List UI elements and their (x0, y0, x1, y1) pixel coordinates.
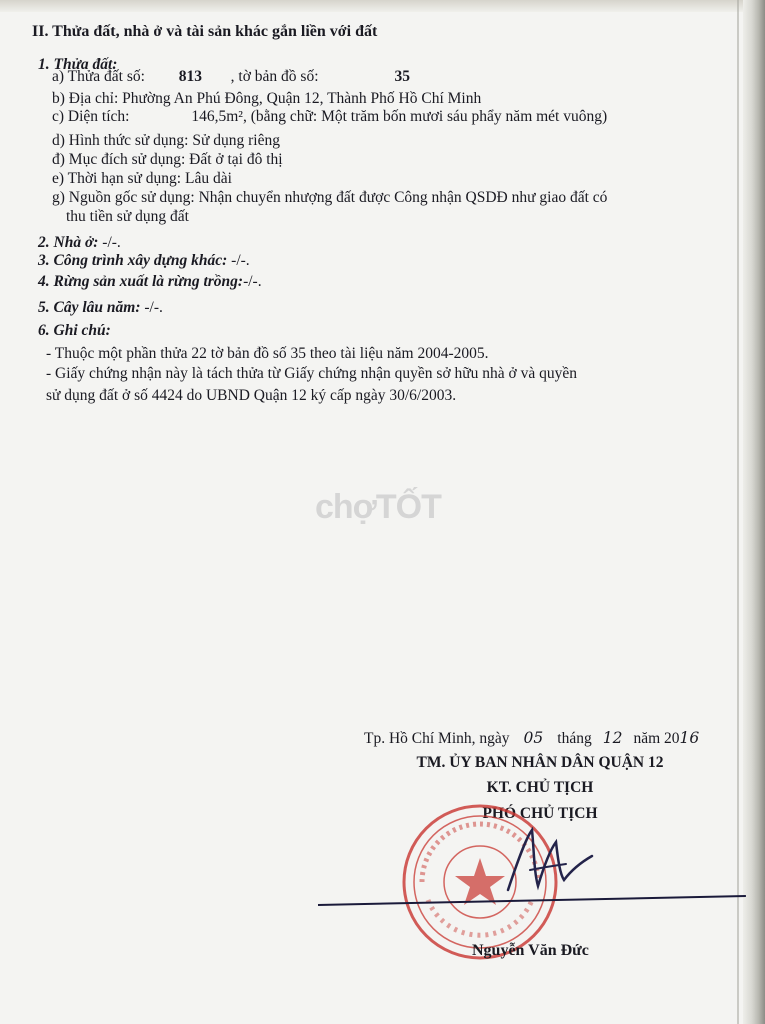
land-heading: 1. Thửa đất: (38, 56, 118, 73)
land-item-d: d) Hình thức sử dụng: Sử dụng riêng (52, 132, 280, 149)
date-year-word: năm 20 (633, 730, 680, 747)
land-item-dd: đ) Mục đích sử dụng: Đất ở tại đô thị (52, 151, 283, 168)
signing-role-1: KT. CHỦ TỊCH (486, 779, 594, 796)
section-title: II. Thửa đất, nhà ở và tài sản khác gắn liền với đất (32, 23, 378, 40)
parcel-label: a) Thửa đất số: (52, 68, 145, 85)
signing-organization: TM. ỦY BAN NHÂN DÂN QUẬN 12 (416, 754, 664, 771)
note-1: - Thuộc một phần thửa 22 tờ bản đồ số 35 theo tài liệu năm 2004-2005. (46, 345, 489, 362)
area-label: c) Diện tích: (52, 108, 130, 125)
paper-right-edge (743, 0, 765, 1024)
house-row (38, 233, 121, 253)
forest-label: 4. Rừng sản xuất là rừng trồng: (38, 273, 244, 290)
house-value: -/-. (98, 234, 121, 251)
land-item-a (52, 67, 410, 87)
map-sheet-label: , tờ bản đồ số: (230, 68, 319, 85)
notes-label: 6. Ghi chú: (38, 322, 111, 339)
forest-value: -/-. (243, 273, 262, 290)
land-item-e: e) Thời hạn sử dụng: Lâu dài (52, 170, 232, 187)
other-construction-value: -/-. (227, 252, 250, 269)
perennial-label: 5. Cây lâu năm: (38, 299, 141, 316)
paper-fold-line (737, 0, 739, 1024)
date-month-word: tháng (557, 730, 592, 747)
date-prefix: Tp. Hồ Chí Minh, ngày (364, 730, 510, 747)
area-value: 146,5m², (bằng chữ: Một trăm bốn mươi sáu phẩy năm mét vuông) (191, 108, 608, 125)
land-item-b: b) Địa chỉ: Phường An Phú Đông, Quận 12, Thành Phố Hồ Chí Minh (52, 90, 482, 107)
perennial-row (38, 298, 163, 318)
forest-row (38, 272, 262, 292)
land-item-g-line2: thu tiền sử dụng đất (66, 208, 189, 225)
date-year-suffix: 16 (679, 729, 700, 747)
house-label: 2. Nhà ở: (38, 234, 99, 251)
land-item-c (52, 107, 607, 127)
date-month: 12 (602, 729, 623, 747)
signer-name: Nguyễn Văn Đức (472, 942, 589, 959)
other-construction-label: 3. Công trình xây dựng khác: (38, 252, 228, 269)
watermark-logo: chợTỐT (315, 488, 441, 526)
signing-role-2: PHÓ CHỦ TỊCH (482, 805, 598, 822)
map-sheet-number: 35 (394, 68, 411, 85)
date-day: 05 (523, 729, 544, 747)
perennial-value: -/-. (140, 299, 163, 316)
land-item-g-line1: g) Nguồn gốc sử dụng: Nhận chuyển nhượng đất được Công nhận QSDĐ như giao đất có (52, 189, 608, 206)
other-construction-row (38, 251, 250, 271)
paper-top-edge (0, 0, 765, 12)
note-2-line2: sử dụng đất ở số 4424 do UBND Quận 12 ký cấp ngày 30/6/2003. (46, 387, 457, 404)
signing-date (364, 728, 699, 749)
parcel-number: 813 (178, 68, 203, 85)
note-2-line1: - Giấy chứng nhận này là tách thửa từ Giấy chứng nhận quyền sở hữu nhà ở và quyền (46, 365, 578, 382)
handwritten-signature-icon (500, 820, 600, 910)
